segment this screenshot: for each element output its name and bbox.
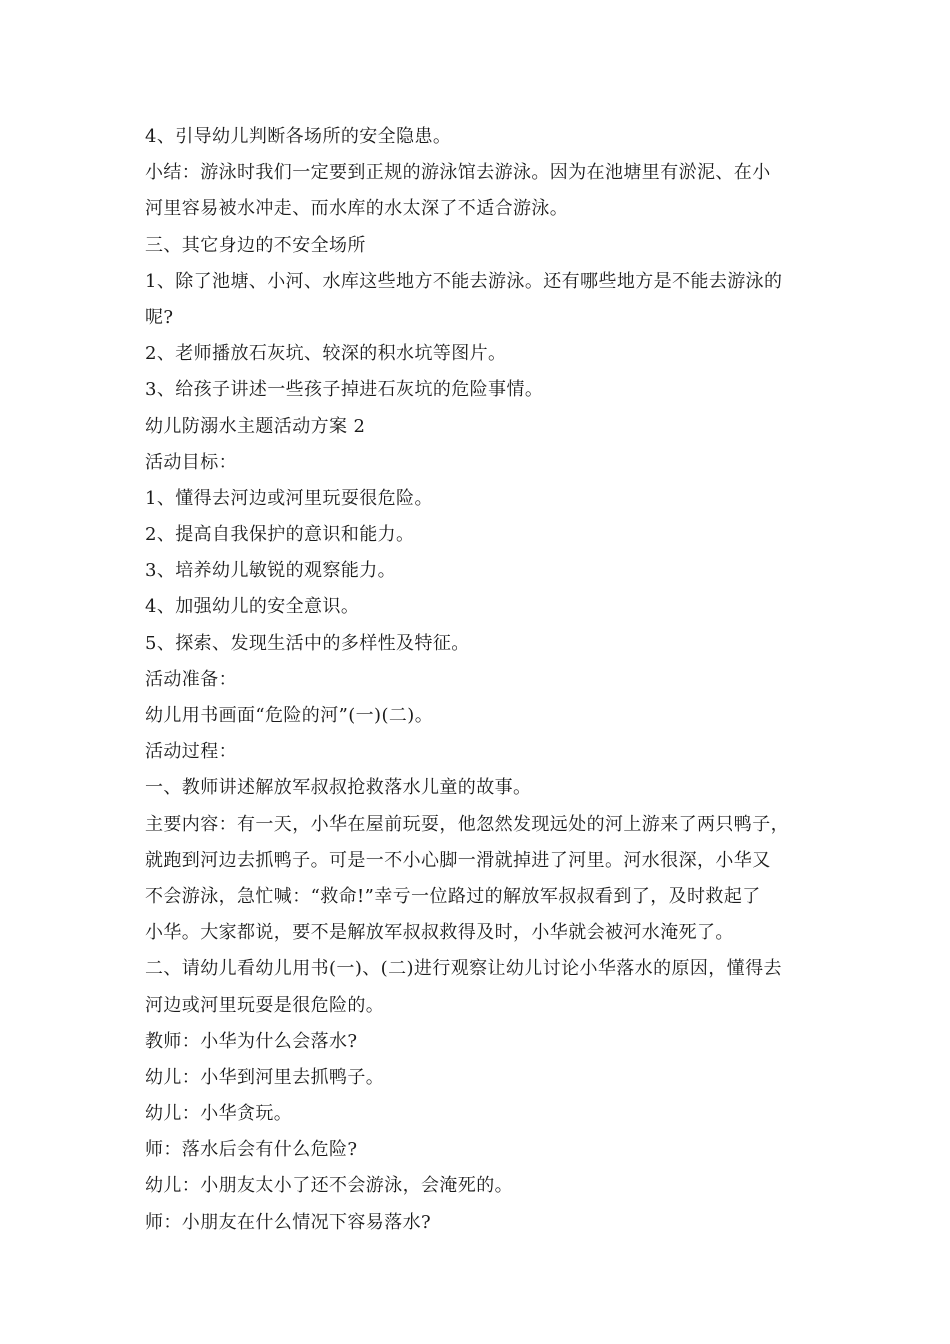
section-heading: 活动目标： <box>145 451 237 473</box>
text-line: 河边或河里玩耍是很危险的。 <box>145 994 385 1016</box>
list-item: 4、加强幼儿的安全意识。 <box>145 596 360 618</box>
dialogue-line: 师：小朋友在什么情况下容易落水? <box>145 1211 432 1233</box>
text-line: 4、引导幼儿判断各场所的安全隐患。 <box>145 126 452 147</box>
text-line: 小华。大家都说，要不是解放军叔叔救得及时，小华就会被河水淹死了。 <box>145 922 734 944</box>
section-heading: 活动过程： <box>145 741 237 763</box>
text-line: 2、老师播放石灰坑、较深的积水坑等图片。 <box>145 343 507 365</box>
dialogue-line: 幼儿：小华贪玩。 <box>145 1103 293 1125</box>
text-line: 二、请幼儿看幼儿用书(一)、(二)进行观察让幼儿讨论小华落水的原因，懂得去 <box>145 958 782 980</box>
text-line: 不会游泳，急忙喊：“救命!”幸亏一位路过的解放军叔叔看到了，及时救起了 <box>145 885 761 907</box>
dialogue-line: 幼儿：小朋友太小了还不会游泳，会淹死的。 <box>145 1175 513 1197</box>
text-line: 小结：游泳时我们一定要到正规的游泳馆去游泳。因为在池塘里有淤泥、在小 <box>145 162 771 184</box>
section-heading: 三、其它身边的不安全场所 <box>145 234 366 256</box>
dialogue-line: 幼儿：小华到河里去抓鸭子。 <box>145 1066 385 1088</box>
text-line: 就跑到河边去抓鸭子。可是一不小心脚一滑就掉进了河里。河水很深，小华又 <box>145 849 771 871</box>
list-item: 3、培养幼儿敏锐的观察能力。 <box>145 560 397 582</box>
list-item: 5、探索、发现生活中的多样性及特征。 <box>145 632 470 654</box>
section-heading: 活动准备： <box>145 668 237 690</box>
text-line: 呢? <box>145 306 174 328</box>
dialogue-line: 教师：小华为什么会落水? <box>145 1030 358 1052</box>
text-line: 幼儿用书画面“危险的河”(一)(二)。 <box>145 705 434 726</box>
text-line: 1、除了池塘、小河、水库这些地方不能去游泳。还有哪些地方是不能去游泳的 <box>145 270 783 292</box>
list-item: 1、懂得去河边或河里玩耍很危险。 <box>145 487 433 509</box>
dialogue-line: 师：落水后会有什么危险? <box>145 1139 358 1161</box>
document-body <box>145 119 813 1241</box>
text-line: 一、教师讲述解放军叔叔抢救落水儿童的故事。 <box>145 777 532 799</box>
text-line: 河里容易被水冲走、而水库的水太深了不适合游泳。 <box>145 198 569 220</box>
text-line: 3、给孩子讲述一些孩子掉进石灰坑的危险事情。 <box>145 379 544 401</box>
document-title: 幼儿防溺水主题活动方案 2 <box>145 415 366 437</box>
list-item: 2、提高自我保护的意识和能力。 <box>145 524 415 546</box>
text-line: 主要内容：有一天，小华在屋前玩耍，他忽然发现远处的河上游来了两只鸭子， <box>145 813 789 835</box>
